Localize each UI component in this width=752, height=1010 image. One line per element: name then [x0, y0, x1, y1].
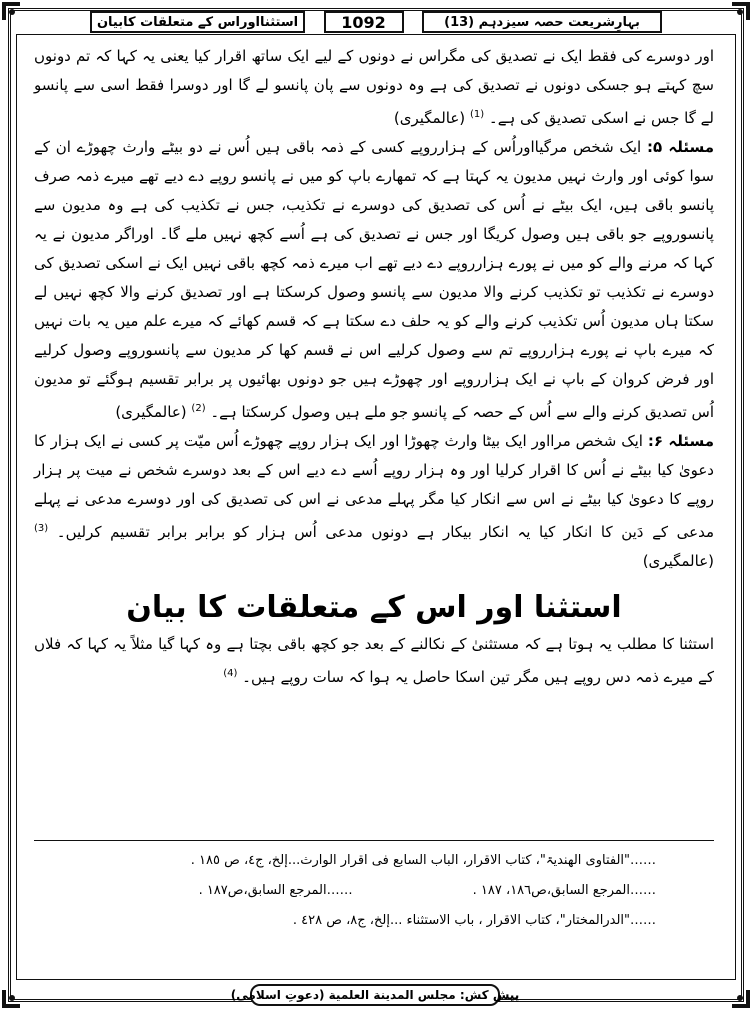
masala-label: مسئلہ ۵: [647, 138, 715, 156]
chapter-title: استثنااوراس کے متعلقات کابیان [90, 11, 305, 33]
paragraph [34, 630, 714, 692]
footnote-4: ……"الدرالمختار"، کتاب الاقرار ، باب الاستثناء ...إلخ، ج٨، ص ٤٢٨ . [292, 913, 656, 928]
book-title: بہارِشریعت حصہ سیزدہم (13) [422, 11, 662, 33]
footnote-ref: (3) [34, 523, 49, 534]
footnote-3: ……المرجع السابق،ص١٨٧ . [198, 883, 353, 898]
paragraph-text: استثنا کا مطلب یہ ہوتا ہے کہ مستثنیٰ کے نکالنے کے بعد جو کچھ باقی بچتا ہے وہ کہا گیا مثلاً یہ کہا کہ فلاں کے میرے ذمہ دس روپے ہیں مگر تین اسکا حاصل یہ ہوا کہ سات روپے ہیں۔ [34, 635, 714, 686]
footnote-2: ……المرجع السابق،ص١٨٦، ١٨٧ . [472, 883, 656, 898]
footnote-ref: (2) [191, 403, 206, 414]
footnote-ref: (1) [469, 109, 485, 120]
masala-text: ایک شخص مرااور ایک بیٹا وارث چھوڑا اور ایک ہزار روپے چھوڑے اُس میّت پر کسی نے ایک ہزار کا دعویٰ کیا بیٹے نے اُس کا اقرار کرلیا اور وہ ہزار روپے اُسے دے دیے اس کے بعد دوسرے شخص نے میت پر ہزار روپے کا دعویٰ کیا بیٹے نے اس سے انکار کیا مگر پہلے مدعی نے اس کی تصدیق کی اور دوسرے مدعی نے پہلے مدعی کے دَین کا انکار کیا یہ انکار بیکار ہے دونوں مدعی اُس ہزار کو برابر برابر تقسیم کرلیں۔ [34, 432, 714, 541]
source-citation: (عالمگیری) [115, 403, 187, 421]
masala-label: مسئلہ ۶: [647, 432, 714, 450]
page-header [90, 10, 662, 34]
footnote-1: ……"الفتاوی الھندیۃ"، کتاب الاقرار، الباب السابع فی اقرار الوارث...إلخ، ج٤، ص ١٨٥ . [190, 853, 656, 868]
footnotes [34, 846, 714, 936]
publisher-footer: پیش کش: مجلس المدينة العلمية (دعوتِ اسلامی) [250, 984, 500, 1006]
masala-5 [34, 133, 714, 427]
source-citation: (عالمگیری) [393, 109, 466, 127]
footnote-row [34, 876, 714, 906]
corner-ornament-icon [730, 988, 752, 1010]
paragraph-text: اور دوسرے کی فقط ایک نے تصدیق کی مگراس نے دونوں کے لیے ایک ساتھ اقرار کیا یعنی یہ کہا کہ تم دونوں سچ کہتے ہو جسکی دونوں نے تصدیق کی ہے وہ دونوں سے پان پانسو لے گا اور دوسرا فقط اسی سے پانسو لے گا جس نے اسکی تصدیق کی ہے۔ [34, 47, 714, 127]
page-number: 1092 [324, 11, 404, 33]
masala-text: ایک شخص مرگیااوراُس کے ہزارروپے کسی کے ذمہ باقی ہیں اُس نے دو بیٹے وارث چھوڑے ان کے سوا کوئی اور وارث نہیں مدیون یہ کہتا ہے کہ تمھارے باپ کو میں نے پانسو روپے دے دیے تھے میرے ذمہ صرف پانسو باقی ہیں، ایک بیٹے نے اُس کی تصدیق کی دوسرے نے تکذیب، جس نے تکذیب کی ہے وہ مدیون سے پانسوروپے جو باقی ہیں وصول کریگا اور جس نے تصدیق کی ہے اُسے کچھ نہیں ملے گا۔ اوراگر مدیون نے یہ کہا کہ مرنے والے کو میں نے پورے ہزارروپے دے دیے تھے اب میرے ذمہ کچھ باقی نہیں ایک نے اسکی تصدیق کی دوسرے نے تکذیب تو تکذیب کرنے والا مدیون سے پانسو وصول کرسکتا ہے اور تصدیق کرنے والا کچھ نہیں لے سکتا ہاں مدیون اُس تکذیب کرنے والے کو یہ حلف دے سکتا ہے کہ قسم کھائے کہ میرے علم میں یہ بات نہیں کہ میرے باپ نے پورے ہزارروپے تم سے وصول کرلیے اس نے قسم کھا کر مدیون سے پانسوروپے وصول کرلیے اور فرض کروان کے باپ نے ایک ہزارروپے اور چھوڑے ہیں جو دونوں بھائیوں پر برابر تقسیم ہوگئے تو مدیون اُس تصدیق کرنے والے سے اُس کے حصہ کے پانسو جو ملے ہیں وصول کرسکتا ہے۔ [34, 138, 714, 421]
corner-ornament-icon [0, 988, 22, 1010]
source-citation: (عالمگیری) [642, 552, 714, 570]
footnote-ref: (4) [223, 668, 238, 679]
corner-ornament-icon [0, 0, 22, 22]
page-body [34, 42, 714, 692]
corner-ornament-icon [730, 0, 752, 22]
footnote-divider [34, 840, 714, 841]
paragraph [34, 42, 714, 133]
masala-6 [34, 427, 714, 576]
section-heading: استثنا اور اس کے متعلقات کا بیان [126, 590, 622, 625]
